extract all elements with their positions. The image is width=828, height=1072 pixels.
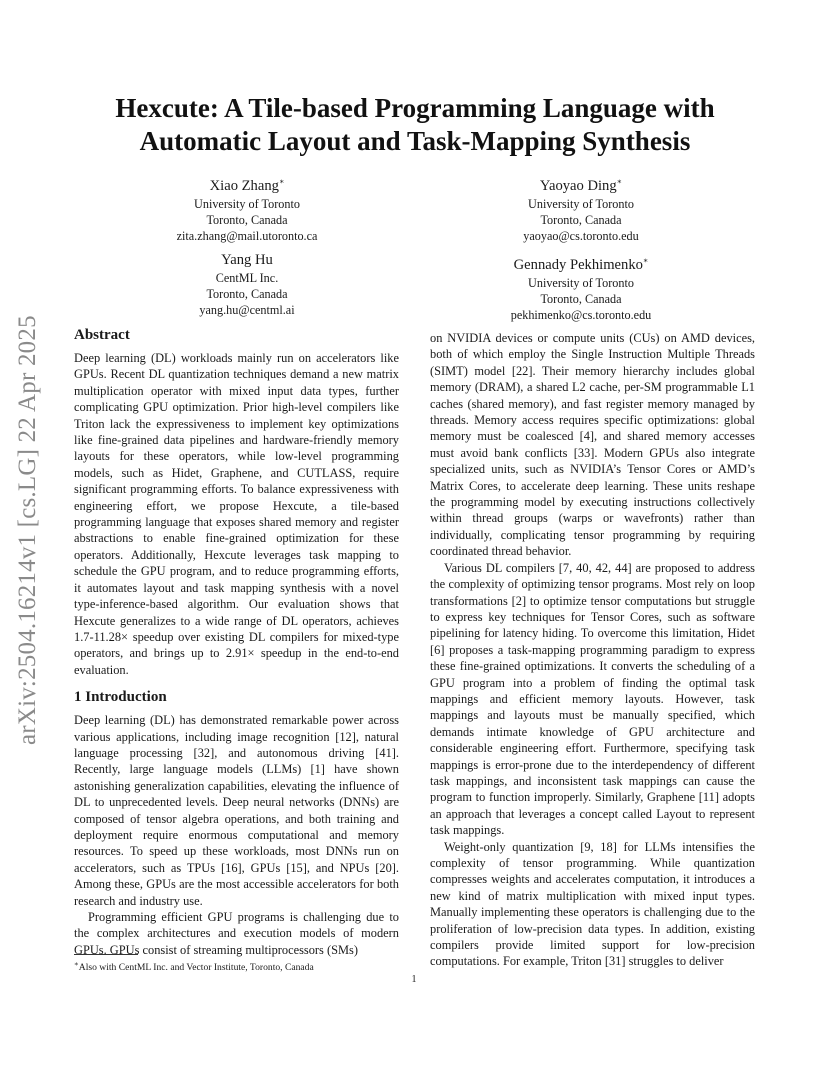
author-name: Yaoyao Ding: [539, 177, 617, 194]
footnote-text: Also with CentML Inc. and Vector Institute, Toronto, Canada: [78, 962, 314, 974]
paper-title: [60, 92, 770, 158]
author-footnote-mark: ∗: [616, 177, 623, 186]
right-column: [430, 330, 755, 970]
author-location: Toronto, Canada: [540, 212, 622, 227]
intro-paragraph: Weight-only quantization [9, 18] for LLMs intensifies the complexity of tensor programming. While quantization compresses weights and accelerates computation, it introduces a new kind of matrix multiplication with mixed input types. Manually implementing these operators is challenging due to the proliferation of low-precision data types. In addition, existing compilers provide limited support for low-precision computations. For example, Triton [31] struggles to deliver: [430, 839, 755, 969]
author-affiliation: CentML Inc.: [215, 271, 279, 285]
author-affiliation: University of Toronto: [528, 196, 634, 211]
author-name: Gennady Pekhimenko: [513, 256, 643, 273]
page-number: 1: [411, 974, 417, 985]
title-line-2: Automatic Layout and Task-Mapping Synthesis: [139, 126, 691, 156]
intro-paragraph: on NVIDIA devices or compute units (CUs) on AMD devices, both of which employ the Single Instruction Multiple Threads (SIMT) model [22]. Their memory hierarchy includes global memory (DRAM), a shared L2 cache, per-SM programmable L1 caches (shared memory), and fast register memory managed by threads. Memory access requires specific optimizations: global memory must be coalesced [4], and shared memory accesses must avoid bank conflicts [33]. Modern GPUs also integrate specialized units, such as NVIDIA’s Tensor Cores or AMD’s Matrix Cores, to accelerate deep learning. These units reshape the programming model by executing instructions collectively within thread groups (warps or wavefronts) rather than individually, complicating tensor programming by requiring coordinated thread behavior.: [430, 331, 755, 559]
author-location: Toronto, Canada: [540, 291, 622, 306]
footnote-mark: ∗: [74, 960, 79, 968]
author-block-2: [481, 172, 681, 244]
author-email[interactable]: yaoyao@cs.toronto.edu: [523, 228, 639, 243]
intro-paragraph: Deep learning (DL) has demonstrated remarkable power across various applications, including image recognition [12], natural language processing [32], and autonomous driving [41]. Recently, large language models (LLMs) [1] have shown astonishing generalization capabilities, elevating the influence of DL to unprecedented levels. Deep neural networks (DNNs) are composed of tensor algebra operations, and both training and deployment require enormous computational and memory resources. To speed up these workloads, most DNNs run on accelerators, such as TPUs [16], GPUs [15], and NPUs [20]. Among these, GPUs are the most accessible accelerators for both research and industry use.: [74, 713, 399, 908]
author-name: Yang Hu: [221, 252, 273, 268]
author-footnote-mark: ∗: [642, 256, 649, 265]
author-footnote-mark: ∗: [278, 177, 285, 186]
abstract-text: Deep learning (DL) workloads mainly run on accelerators like GPUs. Recent DL quantization techniques demand a new matrix multiplication operator with mixed input data types, further complicating GPU optimization. Prior high-level compilers like Triton lack the expressiveness to implement key optimizations like fine-grained data pipelines and hardware-friendly memory layouts for these operators, while low-level programming models, such as Hidet, Graphene, and CUTLASS, require significant programming efforts. To balance expressiveness with engineering effort, we propose Hexcute, a tile-based programming language that exposes shared memory and register abstractions to enable fine-grained optimization for these operators. Additionally, Hexcute leverages task mapping to schedule the GPU program, and to reduce programming efforts, it automates layout and task mapping synthesis with a novel type-inference-based algorithm. Our evaluation shows that Hexcute generalizes to a wide range of DL operators, achieves 1.7-11.28× speedup over existing DL compilers for mixed-type operators, and brings up to 2.91× speedup in the end-to-end evaluation.: [74, 351, 399, 677]
author-affiliation: University of Toronto: [194, 196, 300, 211]
footnote: [74, 958, 404, 974]
author-block-1: [147, 172, 347, 244]
intro-paragraph: Programming efficient GPU programs is challenging due to the complex architectures and execution models of modern GPUs. GPUs consist of streaming multiprocessors (SMs): [74, 910, 399, 957]
footnote-rule: [74, 954, 138, 955]
author-email[interactable]: pekhimenko@cs.toronto.edu: [510, 307, 652, 322]
arxiv-identifier: arXiv:2504.16214v1 [cs.LG] 22 Apr 2025: [14, 315, 41, 745]
author-email[interactable]: yang.hu@centml.ai: [199, 303, 295, 317]
author-name: Xiao Zhang: [209, 177, 279, 194]
author-location: Toronto, Canada: [206, 287, 288, 301]
author-location: Toronto, Canada: [206, 212, 288, 227]
author-block-3: [147, 251, 347, 318]
author-affiliation: University of Toronto: [528, 275, 634, 290]
left-column: [74, 326, 399, 958]
abstract-heading: Abstract: [74, 327, 130, 343]
author-block-4: [481, 251, 681, 323]
title-line-1: Hexcute: A Tile-based Programming Language with: [115, 93, 715, 123]
introduction-heading: 1 Introduction: [74, 689, 167, 706]
author-email[interactable]: zita.zhang@mail.utoronto.ca: [176, 228, 318, 243]
intro-paragraph: Various DL compilers [7, 40, 42, 44] are proposed to address the complexity of optimizing tensor programs. Most rely on loop transformations [2] to optimize tensor computations but struggle to express key techniques for Tensor Cores, such as software pipelining for latency hiding. To overcome this limitation, Hidet [6] proposes a task-mapping programming paradigm to express these fine-grained optimizations. It converts the scheduling of a GPU program into a problem of finding the optimal task mappings and efficient memory layouts. However, task mappings and layouts must be manually specified, which demands intimate knowledge of GPU architecture and considerable engineering effort. Furthermore, specifying task mappings is error-prone due to the interdependency of different task mappings, and inconsistent task mappings can cause the program to function improperly. Similarly, Graphene [11] adopts an approach that leverages a concept called Layout to represent task mappings.: [430, 560, 755, 838]
